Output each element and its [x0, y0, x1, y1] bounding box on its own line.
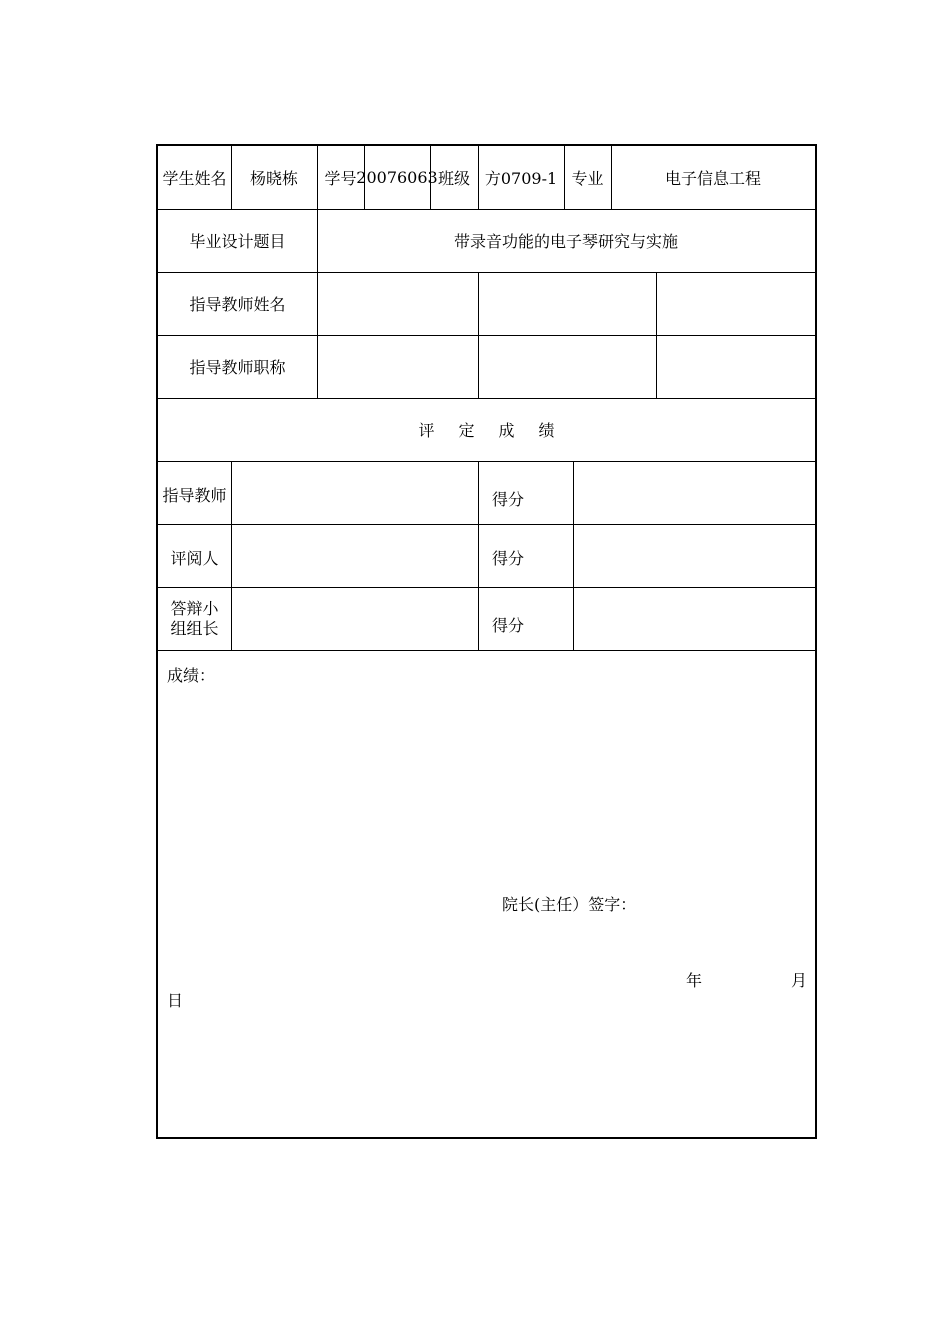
advisor-name-field-1[interactable]: [317, 272, 478, 335]
advisor-title-field-2[interactable]: [478, 335, 656, 398]
advisor-title-field-3[interactable]: [656, 335, 815, 398]
advisor-score-label: 得分: [492, 490, 525, 509]
final-grade-label: 成绩：: [167, 666, 216, 685]
student-name-label: 学生姓名: [162, 169, 227, 188]
advisor-title-field-1[interactable]: [317, 335, 478, 398]
day-label: 日: [167, 991, 184, 1010]
class-value: 方0709-1: [484, 169, 558, 188]
student-name-value: 杨晓栋: [249, 169, 298, 188]
grader-role-reviewer: 评阅人: [170, 549, 219, 568]
student-id-label: 学号: [324, 169, 357, 188]
reviewer-score-label: 得分: [492, 549, 525, 568]
grader-role-advisor: 指导教师: [162, 486, 227, 505]
row-divider: [158, 650, 815, 651]
advisor-name-field-3[interactable]: [656, 272, 815, 335]
advisor-title-label: 指导教师职称: [189, 358, 286, 377]
thesis-topic-label: 毕业设计题目: [189, 232, 286, 251]
class-label: 班级: [437, 169, 470, 188]
defense-score-field[interactable]: [573, 587, 815, 650]
advisor-name-label: 指导教师姓名: [189, 295, 286, 314]
defense-comment-field[interactable]: [231, 587, 478, 650]
advisor-score-field[interactable]: [573, 461, 815, 524]
dean-signature-label: 院长(主任）签字：: [502, 895, 637, 914]
month-label: 月: [791, 971, 808, 990]
student-id-value: 20076063: [356, 168, 438, 187]
defense-leader-line1: 答辩小: [170, 598, 219, 618]
defense-score-label: 得分: [492, 616, 525, 635]
defense-leader-line2: 组组长: [170, 618, 219, 638]
evaluation-form-table: [156, 144, 817, 1139]
reviewer-comment-field[interactable]: [231, 524, 478, 587]
grading-header: 评定成绩: [418, 421, 579, 440]
advisor-name-field-2[interactable]: [478, 272, 656, 335]
grader-role-defense-leader: [158, 587, 231, 650]
major-label: 专业: [571, 169, 604, 188]
advisor-comment-field[interactable]: [231, 461, 478, 524]
thesis-topic-value: 带录音功能的电子琴研究与实施: [453, 232, 678, 251]
major-value: 电子信息工程: [664, 169, 761, 188]
year-label: 年: [686, 971, 703, 990]
reviewer-score-field[interactable]: [573, 524, 815, 587]
